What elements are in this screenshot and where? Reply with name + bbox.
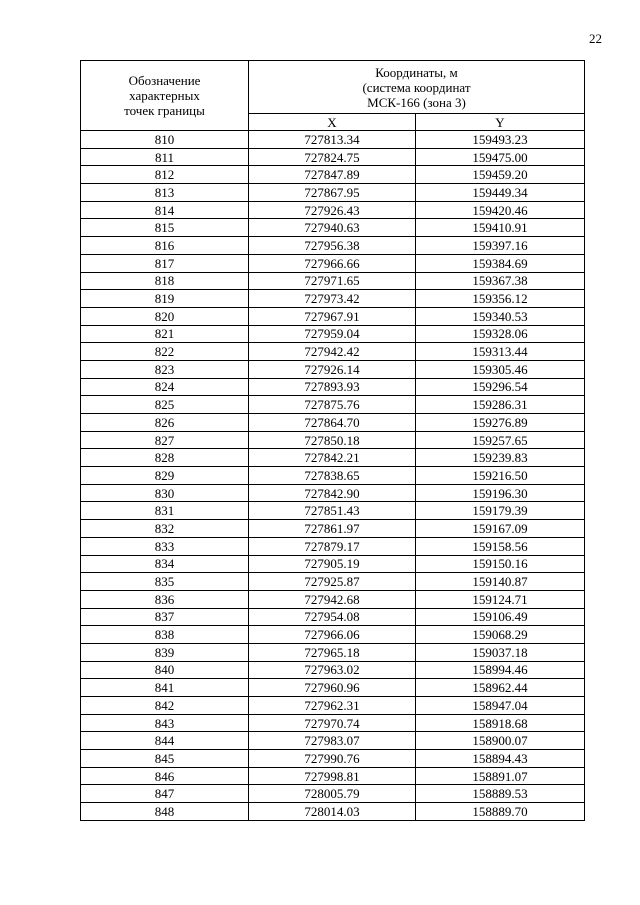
point-cell: 831	[81, 502, 249, 520]
x-cell: 727990.76	[249, 750, 416, 768]
y-cell: 159356.12	[416, 290, 585, 308]
x-cell: 727973.42	[249, 290, 416, 308]
point-cell: 812	[81, 166, 249, 184]
point-cell: 816	[81, 237, 249, 255]
table-row	[81, 803, 585, 821]
y-cell: 159420.46	[416, 201, 585, 219]
y-cell: 158918.68	[416, 714, 585, 732]
x-cell: 727925.87	[249, 573, 416, 591]
coordinates-header	[249, 61, 585, 114]
point-cell: 829	[81, 467, 249, 485]
x-cell: 727851.43	[249, 502, 416, 520]
x-cell: 727967.91	[249, 307, 416, 325]
x-cell: 727965.18	[249, 643, 416, 661]
point-cell: 827	[81, 431, 249, 449]
x-cell: 728014.03	[249, 803, 416, 821]
point-cell: 818	[81, 272, 249, 290]
point-cell: 822	[81, 343, 249, 361]
x-cell: 727926.14	[249, 360, 416, 378]
x-cell: 727942.68	[249, 590, 416, 608]
point-cell: 811	[81, 148, 249, 166]
point-cell: 839	[81, 643, 249, 661]
y-cell: 158962.44	[416, 679, 585, 697]
table-row	[81, 431, 585, 449]
table-row	[81, 343, 585, 361]
point-cell: 814	[81, 201, 249, 219]
table-row	[81, 767, 585, 785]
y-cell: 158894.43	[416, 750, 585, 768]
y-cell: 159286.31	[416, 396, 585, 414]
y-cell: 159367.38	[416, 272, 585, 290]
x-cell: 727842.90	[249, 484, 416, 502]
y-cell: 159449.34	[416, 184, 585, 202]
point-cell: 847	[81, 785, 249, 803]
table-row	[81, 325, 585, 343]
x-cell: 727864.70	[249, 414, 416, 432]
x-cell: 727861.97	[249, 520, 416, 538]
y-cell: 159475.00	[416, 148, 585, 166]
y-cell: 159257.65	[416, 431, 585, 449]
x-cell: 727926.43	[249, 201, 416, 219]
table-row	[81, 608, 585, 626]
table-row	[81, 166, 585, 184]
point-cell: 828	[81, 449, 249, 467]
table-row	[81, 732, 585, 750]
y-cell: 158900.07	[416, 732, 585, 750]
x-cell: 727867.95	[249, 184, 416, 202]
point-cell: 834	[81, 555, 249, 573]
y-cell: 159167.09	[416, 520, 585, 538]
y-cell: 158891.07	[416, 767, 585, 785]
table-row	[81, 148, 585, 166]
y-cell: 159410.91	[416, 219, 585, 237]
table-row	[81, 290, 585, 308]
point-cell: 832	[81, 520, 249, 538]
table-row	[81, 626, 585, 644]
x-cell: 727875.76	[249, 396, 416, 414]
table-row	[81, 219, 585, 237]
table-row	[81, 555, 585, 573]
table-row	[81, 131, 585, 149]
y-cell: 159124.71	[416, 590, 585, 608]
y-cell: 159037.18	[416, 643, 585, 661]
table-row	[81, 396, 585, 414]
y-cell: 159179.39	[416, 502, 585, 520]
x-cell: 727893.93	[249, 378, 416, 396]
table-row	[81, 307, 585, 325]
y-cell: 158947.04	[416, 697, 585, 715]
y-cell: 159068.29	[416, 626, 585, 644]
table-row	[81, 254, 585, 272]
point-cell: 817	[81, 254, 249, 272]
y-cell: 159216.50	[416, 467, 585, 485]
table-row	[81, 449, 585, 467]
y-cell: 159140.87	[416, 573, 585, 591]
point-cell: 840	[81, 661, 249, 679]
point-cell: 848	[81, 803, 249, 821]
y-cell: 159384.69	[416, 254, 585, 272]
x-cell: 727905.19	[249, 555, 416, 573]
x-cell: 727824.75	[249, 148, 416, 166]
x-cell: 727942.42	[249, 343, 416, 361]
y-cell: 159328.06	[416, 325, 585, 343]
y-cell: 159313.44	[416, 343, 585, 361]
point-cell: 813	[81, 184, 249, 202]
y-cell: 158994.46	[416, 661, 585, 679]
x-cell: 727959.04	[249, 325, 416, 343]
x-cell: 727971.65	[249, 272, 416, 290]
table-row	[81, 643, 585, 661]
y-cell: 159196.30	[416, 484, 585, 502]
x-cell: 727847.89	[249, 166, 416, 184]
x-cell: 728005.79	[249, 785, 416, 803]
table-row	[81, 467, 585, 485]
point-cell: 826	[81, 414, 249, 432]
table-row	[81, 201, 585, 219]
point-cell: 845	[81, 750, 249, 768]
table-row	[81, 414, 585, 432]
table-row	[81, 661, 585, 679]
page-number: 22	[589, 31, 602, 46]
point-cell: 844	[81, 732, 249, 750]
table-row	[81, 714, 585, 732]
y-cell: 159106.49	[416, 608, 585, 626]
x-cell: 727970.74	[249, 714, 416, 732]
point-cell: 810	[81, 131, 249, 149]
y-cell: 159150.16	[416, 555, 585, 573]
table-row	[81, 184, 585, 202]
point-cell: 843	[81, 714, 249, 732]
x-column-header: X	[249, 114, 416, 131]
table-row	[81, 520, 585, 538]
x-cell: 727879.17	[249, 537, 416, 555]
point-cell: 837	[81, 608, 249, 626]
x-cell: 727998.81	[249, 767, 416, 785]
y-cell: 159276.89	[416, 414, 585, 432]
table-row	[81, 785, 585, 803]
point-cell: 821	[81, 325, 249, 343]
table-row	[81, 484, 585, 502]
point-designation-label: Обозначение характерных точек границы	[124, 73, 205, 118]
y-cell: 159459.20	[416, 166, 585, 184]
y-cell: 159296.54	[416, 378, 585, 396]
table-row	[81, 360, 585, 378]
y-cell: 159493.23	[416, 131, 585, 149]
point-cell: 824	[81, 378, 249, 396]
point-designation-header	[81, 61, 249, 131]
table-row	[81, 697, 585, 715]
x-cell: 727963.02	[249, 661, 416, 679]
x-cell: 727940.63	[249, 219, 416, 237]
point-cell: 846	[81, 767, 249, 785]
point-cell: 836	[81, 590, 249, 608]
x-cell: 727838.65	[249, 467, 416, 485]
table-row	[81, 237, 585, 255]
y-cell: 159239.83	[416, 449, 585, 467]
x-cell: 727956.38	[249, 237, 416, 255]
y-cell: 159158.56	[416, 537, 585, 555]
table-row	[81, 272, 585, 290]
table-row	[81, 590, 585, 608]
x-cell: 727842.21	[249, 449, 416, 467]
point-cell: 835	[81, 573, 249, 591]
point-cell: 825	[81, 396, 249, 414]
table-row	[81, 502, 585, 520]
point-cell: 823	[81, 360, 249, 378]
point-cell: 838	[81, 626, 249, 644]
point-cell: 842	[81, 697, 249, 715]
x-cell: 727954.08	[249, 608, 416, 626]
point-cell: 833	[81, 537, 249, 555]
x-cell: 727960.96	[249, 679, 416, 697]
y-cell: 159397.16	[416, 237, 585, 255]
table-body	[81, 131, 585, 821]
x-cell: 727966.66	[249, 254, 416, 272]
coordinates-label: Координаты, м (система координат МСК-166 (зона 3)	[362, 64, 471, 110]
x-cell: 727962.31	[249, 697, 416, 715]
point-cell: 820	[81, 307, 249, 325]
y-cell: 158889.53	[416, 785, 585, 803]
table-row	[81, 679, 585, 697]
x-cell: 727813.34	[249, 131, 416, 149]
point-cell: 815	[81, 219, 249, 237]
y-cell: 159340.53	[416, 307, 585, 325]
x-cell: 727983.07	[249, 732, 416, 750]
table-row	[81, 378, 585, 396]
x-cell: 727850.18	[249, 431, 416, 449]
point-cell: 819	[81, 290, 249, 308]
x-cell: 727966.06	[249, 626, 416, 644]
y-column-header: Y	[416, 114, 585, 131]
table-row	[81, 750, 585, 768]
y-cell: 158889.70	[416, 803, 585, 821]
point-cell: 841	[81, 679, 249, 697]
table-row	[81, 573, 585, 591]
table-row	[81, 537, 585, 555]
y-cell: 159305.46	[416, 360, 585, 378]
coordinates-table	[80, 60, 585, 821]
point-cell: 830	[81, 484, 249, 502]
